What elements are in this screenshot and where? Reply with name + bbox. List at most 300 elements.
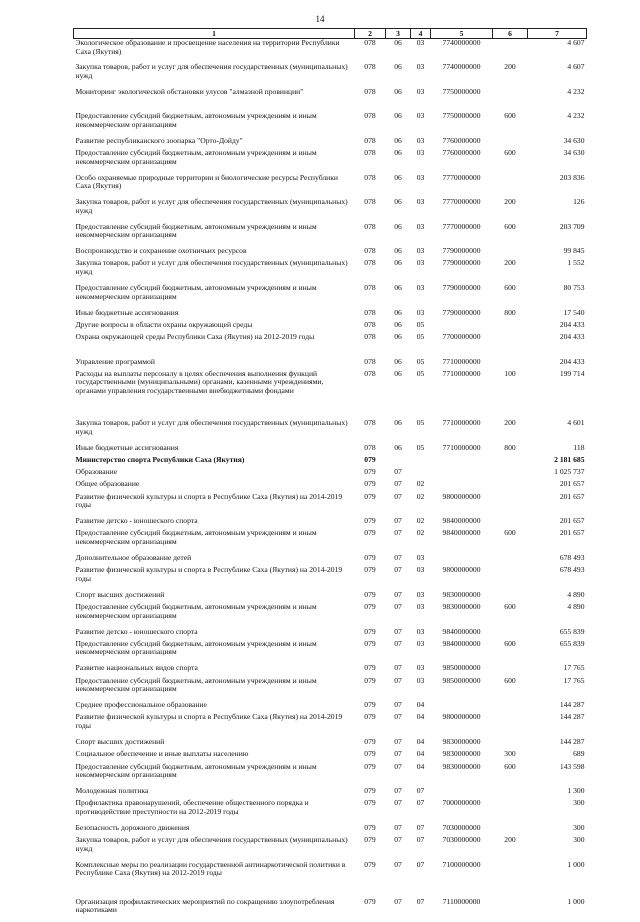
row-code-rz: 06 [386,284,411,309]
row-amount: 300 [528,799,587,824]
row-code-pr: 03 [411,63,431,88]
row-name: Предоставление субсидий бюджетным, автономным учреждениям и иным некоммерческим организациям [74,677,355,702]
table-row [74,358,587,370]
row-code-rz: 07 [386,763,411,788]
row-code-vr [493,39,528,64]
row-code-gr: 078 [355,358,386,370]
row-code-gr: 079 [355,677,386,702]
row-code-vr [493,321,528,333]
row-code-rz: 07 [386,517,411,529]
row-code-gr: 079 [355,787,386,799]
row-code-gr: 079 [355,603,386,628]
row-code-pr: 05 [411,444,431,456]
row-code-csr: 7710000000 [431,444,493,456]
row-code-gr: 078 [355,137,386,149]
row-code-vr: 600 [493,603,528,628]
row-code-pr: 07 [411,861,431,898]
row-code-csr [431,456,493,468]
row-code-vr: 600 [493,112,528,137]
row-code-csr: 9830000000 [431,738,493,750]
row-code-csr: 7790000000 [431,247,493,259]
row-code-csr: 7790000000 [431,259,493,284]
row-code-gr: 079 [355,701,386,713]
row-code-gr: 079 [355,750,386,762]
row-name: Комплексные меры по реализации государственной антинаркотической политики в Республике Саха (Якутия) на 2012-2019 годы [74,861,355,898]
row-code-gr: 079 [355,480,386,492]
row-name: Закупка товаров, работ и услуг для обеспечения государственных (муниципальных) нужд [74,419,355,444]
row-code-csr: 7740000000 [431,63,493,88]
row-amount: 4 232 [528,88,587,113]
row-code-rz: 06 [386,137,411,149]
row-code-gr: 078 [355,370,386,419]
table-row [74,836,587,861]
row-code-gr: 078 [355,63,386,88]
row-code-rz: 07 [386,799,411,824]
row-amount: 678 493 [528,554,587,566]
row-amount: 118 [528,444,587,456]
row-code-pr: 04 [411,701,431,713]
row-code-gr: 079 [355,713,386,738]
row-amount: 143 598 [528,763,587,788]
row-code-gr: 079 [355,861,386,898]
row-code-csr: 7030000000 [431,824,493,836]
row-code-csr: 7770000000 [431,174,493,199]
row-amount: 201 657 [528,529,587,554]
row-code-pr: 03 [411,284,431,309]
row-name: Развитие физической культуры и спорта в Республике Саха (Якутия) на 2014-2019 годы [74,493,355,518]
row-code-rz: 06 [386,88,411,113]
row-code-gr: 079 [355,591,386,603]
row-code-csr: 9850000000 [431,664,493,676]
row-code-vr: 200 [493,198,528,223]
row-amount: 144 287 [528,738,587,750]
row-name: Дополнительное образование детей [74,554,355,566]
row-code-gr: 078 [355,174,386,199]
row-name: Воспроизводство и сохранение охотничьих ресурсов [74,247,355,259]
row-name: Иные бюджетные ассигнования [74,309,355,321]
row-code-vr [493,701,528,713]
row-amount: 1 552 [528,259,587,284]
row-code-pr: 03 [411,88,431,113]
row-code-rz: 07 [386,836,411,861]
row-code-rz: 07 [386,640,411,665]
row-code-rz: 07 [386,701,411,713]
row-code-gr: 079 [355,664,386,676]
row-code-rz: 06 [386,358,411,370]
row-code-rz: 07 [386,738,411,750]
row-code-gr: 078 [355,39,386,64]
row-code-rz: 07 [386,603,411,628]
row-amount: 678 493 [528,566,587,591]
row-code-pr: 03 [411,664,431,676]
row-code-gr: 079 [355,628,386,640]
row-code-rz: 07 [386,824,411,836]
row-amount: 4 890 [528,591,587,603]
table-row [74,333,587,358]
row-name: Среднее профессиональное образование [74,701,355,713]
row-code-vr [493,566,528,591]
table-row [74,112,587,137]
row-code-gr: 078 [355,198,386,223]
row-code-csr: 9840000000 [431,517,493,529]
row-amount: 1 000 [528,898,587,922]
row-code-vr: 600 [493,149,528,174]
row-code-gr: 079 [355,456,386,468]
row-code-pr: 05 [411,419,431,444]
row-code-pr: 05 [411,333,431,358]
row-name: Предоставление субсидий бюджетным, автономным учреждениям и иным некоммерческим организациям [74,112,355,137]
row-code-csr: 7740000000 [431,39,493,64]
row-amount: 4 232 [528,112,587,137]
row-amount: 300 [528,824,587,836]
row-code-csr: 7770000000 [431,223,493,248]
row-name: Другие вопросы в области охраны окружающей среды [74,321,355,333]
row-code-vr: 600 [493,640,528,665]
row-code-csr: 9800000000 [431,566,493,591]
table-row [74,566,587,591]
row-code-csr: 7110000000 [431,898,493,922]
row-code-csr: 9840000000 [431,628,493,640]
row-name: Мониторинг экологической обстановки улусов "алмазной провинции" [74,88,355,113]
row-code-pr: 04 [411,750,431,762]
row-code-vr [493,664,528,676]
row-code-csr: 7000000000 [431,799,493,824]
table-body [74,39,587,922]
row-code-gr: 078 [355,321,386,333]
table-row [74,309,587,321]
row-code-csr: 9800000000 [431,493,493,518]
row-code-gr: 079 [355,738,386,750]
table-row [74,174,587,199]
row-code-csr: 7750000000 [431,88,493,113]
row-code-csr: 9840000000 [431,529,493,554]
table-row [74,259,587,284]
row-amount: 204 433 [528,358,587,370]
row-name: Иные бюджетные ассигнования [74,444,355,456]
row-code-vr [493,861,528,898]
row-name: Общее образование [74,480,355,492]
row-code-rz: 07 [386,480,411,492]
table-row [74,493,587,518]
row-code-vr: 600 [493,223,528,248]
row-code-csr [431,468,493,480]
row-code-rz: 07 [386,468,411,480]
row-code-pr: 05 [411,321,431,333]
row-code-csr: 7770000000 [431,198,493,223]
row-code-rz: 06 [386,333,411,358]
row-code-pr: 03 [411,554,431,566]
row-code-rz: 06 [386,247,411,259]
row-code-gr: 079 [355,824,386,836]
table-row [74,149,587,174]
row-code-pr: 03 [411,591,431,603]
row-code-csr: 7760000000 [431,149,493,174]
row-name: Предоставление субсидий бюджетным, автономным учреждениям и иным некоммерческим организациям [74,284,355,309]
row-code-rz: 07 [386,750,411,762]
row-code-vr [493,799,528,824]
row-code-gr: 078 [355,149,386,174]
row-code-rz: 06 [386,174,411,199]
row-code-rz: 06 [386,321,411,333]
table-row [74,444,587,456]
header-col-3: 3 [386,29,411,39]
row-code-csr: 7710000000 [431,419,493,444]
row-name: Развитие национальных видов спорта [74,664,355,676]
row-code-rz: 07 [386,591,411,603]
row-code-pr: 03 [411,309,431,321]
row-name: Организация профилактических мероприятий по сокращению злоупотребления наркотиками [74,898,355,922]
row-code-rz: 07 [386,529,411,554]
row-code-gr: 079 [355,493,386,518]
row-code-csr: 7100000000 [431,861,493,898]
row-code-vr [493,358,528,370]
row-code-vr [493,787,528,799]
row-amount: 655 839 [528,628,587,640]
row-code-csr: 9830000000 [431,763,493,788]
row-amount: 144 287 [528,701,587,713]
row-code-vr [493,468,528,480]
row-code-rz: 06 [386,259,411,284]
row-code-vr: 800 [493,309,528,321]
row-amount: 1 300 [528,787,587,799]
row-code-rz: 07 [386,713,411,738]
table-row [74,223,587,248]
row-name: Предоставление субсидий бюджетным, автономным учреждениям и иным некоммерческим организациям [74,223,355,248]
row-code-pr: 07 [411,898,431,922]
row-amount: 4 890 [528,603,587,628]
row-code-csr: 9840000000 [431,640,493,665]
row-code-rz: 06 [386,149,411,174]
row-code-pr: 02 [411,529,431,554]
row-code-pr: 03 [411,112,431,137]
row-code-gr: 079 [355,468,386,480]
row-code-gr: 079 [355,799,386,824]
row-code-pr: 03 [411,259,431,284]
table-row [74,750,587,762]
row-name: Развитие физической культуры и спорта в Республике Саха (Якутия) на 2014-2019 годы [74,713,355,738]
row-code-vr: 800 [493,444,528,456]
table-row [74,198,587,223]
table-row [74,529,587,554]
row-code-rz: 07 [386,898,411,922]
table-row [74,799,587,824]
row-code-rz: 07 [386,861,411,898]
row-code-gr: 078 [355,419,386,444]
row-amount: 80 753 [528,284,587,309]
row-code-gr: 078 [355,259,386,284]
table-row [74,39,587,64]
row-name: Экологическое образование и просвещение населения на территории Республики Саха (Якутия) [74,39,355,64]
row-code-pr: 07 [411,824,431,836]
row-amount: 204 433 [528,333,587,358]
row-code-rz: 07 [386,628,411,640]
table-row [74,640,587,665]
row-name: Развитие республиканского зоопарка "Орто-Дойду" [74,137,355,149]
row-code-rz: 07 [386,566,411,591]
row-amount: 144 287 [528,713,587,738]
row-amount: 1 000 [528,861,587,898]
row-name: Закупка товаров, работ и услуг для обеспечения государственных (муниципальных) нужд [74,63,355,88]
row-amount: 126 [528,198,587,223]
row-code-rz: 06 [386,309,411,321]
row-code-rz: 06 [386,370,411,419]
row-name: Расходы на выплаты персоналу в целях обеспечения выполнения функций государственными (муниципальными) органами, казенными учреждениями, органами управления государственными внебюджетными фондами [74,370,355,419]
row-code-vr: 600 [493,677,528,702]
row-name: Спорт высших достижений [74,591,355,603]
row-code-pr: 03 [411,174,431,199]
row-code-pr: 02 [411,517,431,529]
row-name: Особо охраняемые природные территории и биологические ресурсы Республики Саха (Якутия) [74,174,355,199]
row-code-gr: 079 [355,836,386,861]
row-code-rz: 07 [386,787,411,799]
row-code-gr: 079 [355,517,386,529]
row-amount: 204 433 [528,321,587,333]
row-code-csr: 9830000000 [431,750,493,762]
row-name: Развитие физической культуры и спорта в Республике Саха (Якутия) на 2014-2019 годы [74,566,355,591]
row-code-csr: 7710000000 [431,358,493,370]
row-code-pr: 03 [411,628,431,640]
row-code-pr: 02 [411,493,431,518]
row-code-rz: 06 [386,223,411,248]
row-code-vr: 200 [493,419,528,444]
row-code-rz: 06 [386,63,411,88]
row-amount: 655 839 [528,640,587,665]
row-code-vr: 200 [493,836,528,861]
row-code-rz: 06 [386,444,411,456]
row-code-pr: 03 [411,39,431,64]
header-col-2: 2 [355,29,386,39]
row-amount: 203 836 [528,174,587,199]
table-row [74,284,587,309]
row-code-pr: 03 [411,137,431,149]
table-row [74,603,587,628]
row-code-pr: 03 [411,640,431,665]
row-name: Образование [74,468,355,480]
row-code-csr [431,480,493,492]
row-code-vr: 200 [493,259,528,284]
row-code-pr: 04 [411,763,431,788]
page-number: 14 [0,14,640,24]
row-code-gr: 078 [355,112,386,137]
row-code-pr: 03 [411,149,431,174]
row-name: Управление программой [74,358,355,370]
row-code-vr [493,174,528,199]
header-col-5: 5 [431,29,493,39]
row-code-vr: 100 [493,370,528,419]
row-name: Предоставление субсидий бюджетным, автономным учреждениям и иным некоммерческим организациям [74,763,355,788]
row-code-csr: 7790000000 [431,284,493,309]
row-code-vr: 600 [493,763,528,788]
row-amount: 99 845 [528,247,587,259]
row-code-vr [493,628,528,640]
row-code-rz: 07 [386,677,411,702]
header-col-6: 6 [493,29,528,39]
row-code-csr: 7760000000 [431,137,493,149]
row-code-pr: 04 [411,713,431,738]
row-code-rz: 07 [386,493,411,518]
row-code-csr: 9800000000 [431,713,493,738]
row-name: Закупка товаров, работ и услуг для обеспечения государственных (муниципальных) нужд [74,198,355,223]
row-amount: 2 181 685 [528,456,587,468]
row-code-pr: 05 [411,358,431,370]
row-code-gr: 079 [355,763,386,788]
header-col-7: 7 [528,29,587,39]
row-code-vr: 200 [493,63,528,88]
row-name: Спорт высших достижений [74,738,355,750]
row-code-pr: 07 [411,799,431,824]
row-amount: 4 607 [528,39,587,64]
row-code-vr [493,898,528,922]
header-col-1: 1 [74,29,355,39]
row-name: Предоставление субсидий бюджетным, автономным учреждениям и иным некоммерческим организациям [74,603,355,628]
row-code-rz: 06 [386,419,411,444]
table-header [74,29,587,39]
table-row [74,763,587,788]
row-amount: 201 657 [528,517,587,529]
row-amount: 199 714 [528,370,587,419]
row-amount: 689 [528,750,587,762]
row-amount: 4 601 [528,419,587,444]
row-name: Охрана окружающей среды Республики Саха (Якутия) на 2012-2019 годы [74,333,355,358]
row-code-vr: 600 [493,284,528,309]
row-code-rz: 07 [386,554,411,566]
row-amount: 17 540 [528,309,587,321]
row-amount: 17 765 [528,664,587,676]
row-code-gr: 078 [355,309,386,321]
row-name: Закупка товаров, работ и услуг для обеспечения государственных (муниципальных) нужд [74,836,355,861]
row-code-vr [493,713,528,738]
row-code-pr: 03 [411,247,431,259]
row-name: Министерство спорта Республики Саха (Якутия) [74,456,355,468]
row-code-gr: 079 [355,529,386,554]
row-code-csr: 9830000000 [431,603,493,628]
table-row [74,480,587,492]
row-name: Предоставление субсидий бюджетным, автономным учреждениям и иным некоммерческим организациям [74,640,355,665]
row-code-vr [493,333,528,358]
row-code-gr: 078 [355,284,386,309]
table-row [74,664,587,676]
row-code-gr: 078 [355,444,386,456]
row-code-vr [493,480,528,492]
row-code-pr: 03 [411,223,431,248]
table-row [74,370,587,419]
row-amount: 4 607 [528,63,587,88]
row-code-rz: 06 [386,112,411,137]
row-code-gr: 079 [355,566,386,591]
row-amount: 203 709 [528,223,587,248]
row-code-gr: 078 [355,247,386,259]
row-name: Профилактика правонарушений, обеспечение общественного порядка и противодействие преступности на 2012-2019 годы [74,799,355,824]
table-row [74,861,587,898]
table-row [74,468,587,480]
row-amount: 300 [528,836,587,861]
table-row [74,713,587,738]
row-code-pr: 04 [411,738,431,750]
budget-table [73,28,587,922]
row-code-pr: 03 [411,603,431,628]
row-code-vr [493,88,528,113]
row-code-csr: 7750000000 [431,112,493,137]
row-amount: 34 630 [528,149,587,174]
row-amount: 201 657 [528,480,587,492]
row-code-csr: 9830000000 [431,591,493,603]
table-row [74,898,587,922]
row-code-csr: 9850000000 [431,677,493,702]
header-row [74,29,587,39]
row-code-pr: 07 [411,787,431,799]
row-code-gr: 079 [355,640,386,665]
row-amount: 17 765 [528,677,587,702]
